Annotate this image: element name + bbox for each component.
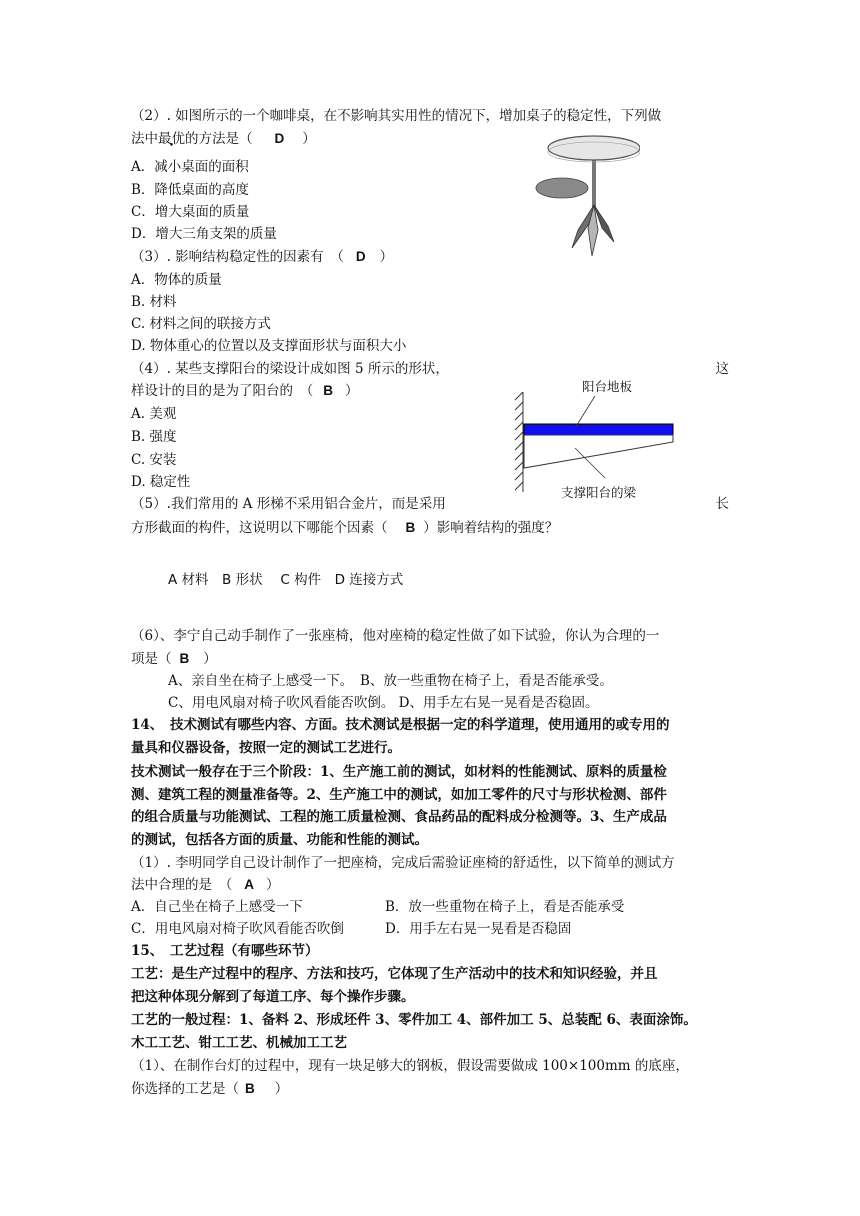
s14-title-line2: 量具和仪器设备，按照一定的测试工艺进行。 [131,740,401,756]
q6-answer: B [179,651,190,666]
table-shadow-disc [536,178,588,198]
q5-options: A 材料 B 形状 C 构件 D 连接方式 [168,572,404,588]
balcony-floor [524,424,673,435]
q3-option-c: C. 材料之间的联接方式 [131,316,271,332]
q2-option-b: B．降低桌面的高度 [131,182,249,198]
s14-paragraph-line4: 的测试，包括各方面的质量、功能和性能的测试。 [131,832,428,848]
q2-option-d: D．增大三角支架的质量 [131,226,277,242]
q5-stem-text2: 方形截面的构件，这说明以下哪能个因素（ [131,520,388,536]
q4-answer: B [323,383,333,398]
floor-label: 阳台地板 [582,379,633,394]
q5-stem-tail: 长 [715,496,729,512]
q6-stem-line2 [131,649,217,669]
s14-q1-option-c: C．用电风扇对椅子吹风看能否吹倒 [131,921,344,937]
q4-option-a: A. 美观 [131,406,177,422]
q5-answer: B [405,520,416,535]
q3-stem [131,247,393,267]
q2-stem-line1: （2）. 如图所示的一个咖啡桌，在不影响其实用性的情况下，增加桌子的稳定性，下列做 [131,108,662,124]
s15-q1-text: 你选择的工艺是（ [131,1081,239,1097]
q3-option-a: A．物体的质量 [131,272,222,288]
q2-close: ） [302,131,316,147]
q4-close: ） [345,383,359,399]
q2-option-a: A．减小桌面的面积 [131,159,249,175]
balcony-beam-figure [505,370,685,506]
s15-paragraph-line1: 工艺：是生产过程中的程序、方法和技巧，它体现了生产活动中的技术和知识经验，并且 [131,966,658,982]
s14-q1-line1: （1）. 李明同学自己设计制作了一把座椅，完成后需验证座椅的舒适性，以下简单的测试方 [131,855,675,871]
s15-title: 15、 工艺过程（有哪些环节） [131,943,319,959]
s15-q1-line2 [131,1079,288,1099]
floor-leader-line [575,396,595,428]
s15-paragraph-line3: 工艺的一般过程：1、备料 2、形成坯件 3、零件加工 4、部件加工 5、总装配 6、表面涂饰。 [131,1012,697,1028]
q4-option-b: B. 强度 [131,429,177,445]
s14-q1-text: 法中合理的是 （ [131,877,233,893]
table-top [548,136,640,160]
q4-stem-line2 [131,381,359,401]
s15-q1-line1: （1）、在制作台灯的过程中，现有一块足够大的钢板，假设需要做成 100×100mm 的底座， [131,1058,689,1074]
q6-options-row2: C、用电风扇对椅子吹风看能否吹倒。 D、用手左右晃一晃看是否稳固。 [168,695,599,711]
q2-stem-text2: 的方法是（ [185,131,253,147]
s14-q1-option-d: D．用手左右晃一晃看是否稳固 [385,921,572,937]
q3-answer: D [355,249,366,264]
q2-stem-line2 [131,129,316,149]
s14-q1-line2 [131,875,280,895]
q5-stem-text3: ）影响着结构的强度？ [423,520,559,536]
s14-paragraph-line2: 测、建筑工程的测量准备等。2、生产施工中的测试，如加工零件的尺寸与形状检测、部件 [131,787,667,803]
q2-answer: D [274,131,285,146]
s14-paragraph-line3: 的组合质量与功能测试、工程的施工质量检测、食品药品的配料成分检测等。3、生产成品 [131,809,667,825]
s15-q1-close: ） [274,1081,289,1097]
s15-paragraph-line4: 木工工艺、钳工工艺、机械加工工艺 [131,1035,347,1051]
support-beam [524,435,673,468]
q3-close: ） [379,249,394,265]
q3-option-d: D. 物体重心的位置以及支撑面形状与面积大小 [131,338,407,354]
coffee-table-figure [530,130,640,265]
q4-stem-tail: 这 [715,361,729,377]
s14-q1-option-b: B．放一些重物在椅子上，看是否能承受 [385,899,625,915]
wall-hatching [515,392,523,492]
beam-label: 支撑阳台的梁 [561,485,637,500]
q5-stem-text: （5）.我们常用的 A 形梯不采用铝合金片，而是采用 [131,496,446,512]
q5-stem-line1 [131,494,729,514]
s14-q1-option-a: A．自己坐在椅子上感受一下 [131,899,303,915]
q2-stem-text: 法中 [131,131,158,147]
q6-close: ） [203,651,217,667]
q4-option-d: D. 稳定性 [131,474,191,490]
q2-option-c: C．增大桌面的质量 [131,204,250,220]
q6-options-row1: A、亲自坐在椅子上感受一下。 B、放一些重物在椅子上，看是否能承受。 [168,673,613,689]
q4-stem-text2: 样设计的目的是为了阳台的 （ [131,383,314,399]
s15-q1-answer: B [245,1081,255,1096]
s14-q1-close: ） [266,877,280,893]
q6-stem-text: 项是（ [131,651,172,667]
q3-stem-text: （3）. 影响结构稳定性的因素有 （ [131,249,344,265]
q4-stem-text: （4）. 某些支撑阳台的梁设计成如图 5 所示的形状， [131,361,449,377]
q3-option-b: B. 材料 [131,294,177,310]
q6-stem-line1: （6）、李宁自己动手制作了一张座椅，他对座椅的稳定性做了如下试验，你认为合理的一 [131,628,660,644]
s14-q1-answer: A [244,877,254,892]
s14-paragraph-line1: 技术测试一般存在于三个阶段：1、生产施工前的测试，如材料的性能测试、原料的质量检 [131,764,667,780]
s14-title-line1: 14、 技术测试有哪些内容、方面。技术测试是根据一定的科学道理，使用通用的或专用的 [131,717,670,733]
q4-option-c: C. 安装 [131,452,177,468]
q5-stem-line2 [131,518,558,538]
s15-paragraph-line2: 把这种体现分解到了每道工序、每个操作步骤。 [131,989,415,1005]
q2-emphasis: 最优 [158,131,185,147]
